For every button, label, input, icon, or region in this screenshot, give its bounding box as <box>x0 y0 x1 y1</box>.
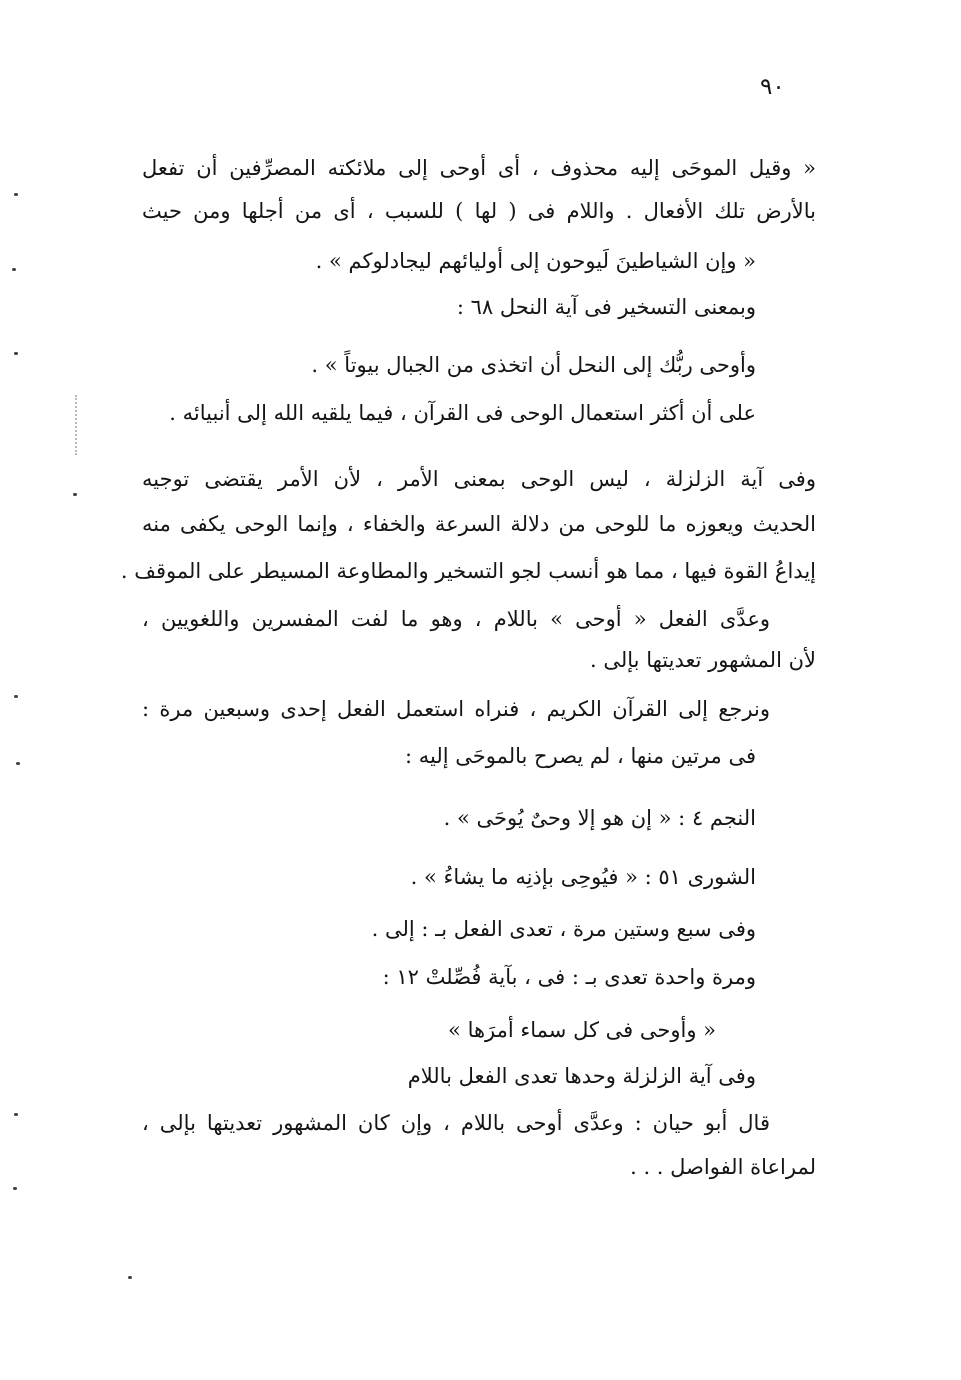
text-line: وأوحى ربُّك إلى النحل أن اتخذى من الجبال بيوتاً » . <box>311 353 756 377</box>
scan-speck <box>73 493 77 496</box>
page-number: ٩٠ <box>760 74 785 100</box>
scan-speck <box>12 268 16 271</box>
text-line: قال أبو حيان : وعدَّى أوحى باللام ، وإن كان المشهور تعديتها بإلى ، <box>142 1111 770 1135</box>
text-line: وفى سبع وستين مرة ، تعدى الفعل بـ : إلى . <box>371 917 756 941</box>
text-line: لأن المشهور تعديتها بإلى . <box>590 648 816 672</box>
text-line: إيداعُ القوة فيها ، مما هو أنسب لجو التسخير والمطاوعة المسيطر على الموقف . <box>120 559 816 583</box>
text-line: النجم ٤ : « إن هو إلا وحىٌ يُوحَى » . <box>443 806 756 830</box>
scan-speck <box>13 1187 17 1190</box>
text-line: وفى آية الزلزلة ، ليس الوحى بمعنى الأمر ، لأن الأمر يقتضى توجيه <box>142 467 816 491</box>
text-line: وعدَّى الفعل « أوحى » باللام ، وهو ما لفت المفسرين واللغويين ، <box>142 607 770 631</box>
scan-speck <box>14 695 18 698</box>
text-line: على أن أكثر استعمال الوحى فى القرآن ، فيما يلقيه الله إلى أنبيائه . <box>169 401 756 425</box>
text-line: ونرجع إلى القرآن الكريم ، فنراه استعمل الفعل إحدى وسبعين مرة : <box>142 697 770 721</box>
scan-speck <box>14 1113 18 1116</box>
text-line: « وإن الشياطينَ لَيوحون إلى أوليائهم ليجادلوكم » . <box>315 249 756 273</box>
text-line: ومرة واحدة تعدى بـ : فى ، بآية فُصِّلتْ ١٢ : <box>382 965 756 989</box>
scan-speck <box>14 352 18 355</box>
text-line: « وأوحى فى كل سماء أمرَها » <box>448 1018 716 1042</box>
text-line: الشورى ٥١ : « فيُوحِى بإذنِه ما يشاءُ » . <box>410 865 756 889</box>
text-line: وبمعنى التسخير فى آية النحل ٦٨ : <box>456 295 756 319</box>
text-line: الحديث ويعوزه ما للوحى من دلالة السرعة والخفاء ، وإنما الوحى يكفى منه <box>142 512 816 536</box>
scan-speck <box>128 1276 132 1279</box>
text-line: فى مرتين منها ، لم يصرح بالموحَى إليه : <box>405 744 756 768</box>
text-line: وفى آية الزلزلة وحدها تعدى الفعل باللام <box>407 1064 756 1088</box>
scan-dots <box>75 395 80 455</box>
scan-speck <box>16 762 20 765</box>
text-line: لمراعاة الفواصل . . . <box>630 1155 816 1179</box>
text-line: « وقيل الموحَى إليه محذوف ، أى أوحى إلى ملائكته المصرِّفين أن تفعل <box>142 156 816 180</box>
text-line: بالأرض تلك الأفعال . واللام فى ( لها ) للسبب ، أى من أجلها ومن حيث <box>142 199 816 223</box>
scan-speck <box>14 193 18 196</box>
